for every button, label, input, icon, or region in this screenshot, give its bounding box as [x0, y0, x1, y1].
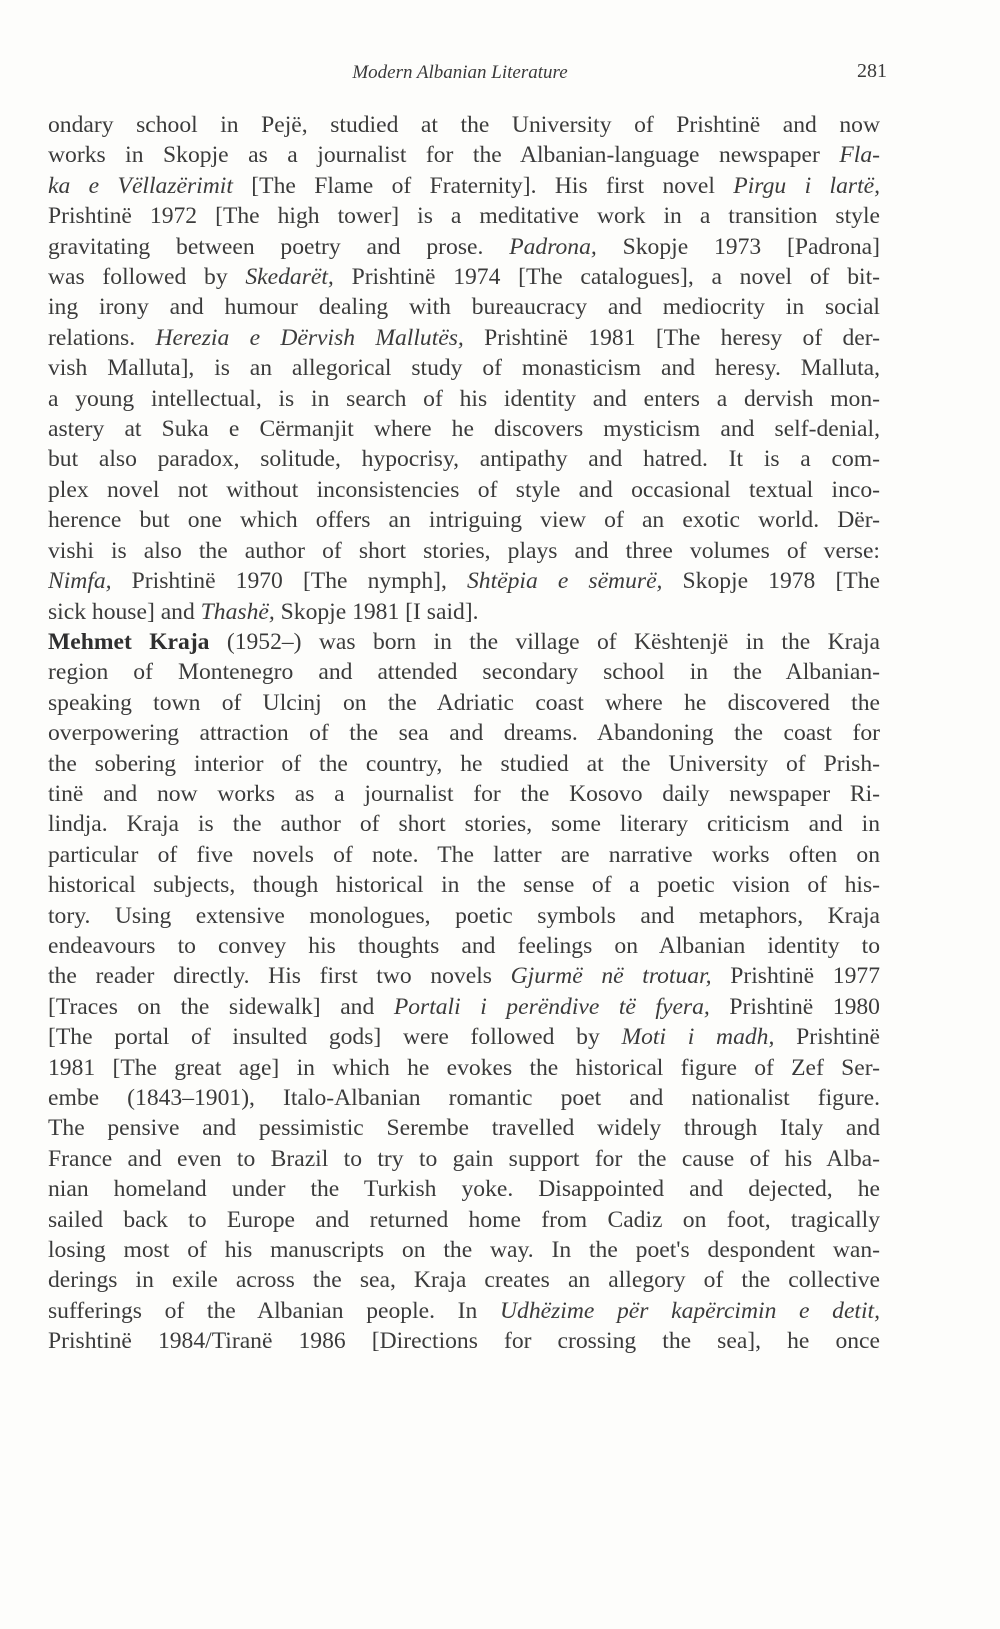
page-number: 281	[857, 60, 887, 82]
text-line	[48, 232, 880, 262]
text-run: works in Skopje as a journalist for the Albanian-language newspaper	[48, 142, 840, 169]
text-run: [The portal of insulted gods] were followed by	[48, 1024, 622, 1051]
text-run: was followed by	[48, 264, 246, 291]
text-run: relations.	[48, 324, 156, 351]
text-line	[48, 718, 880, 748]
text-run: the reader directly. His first two novels	[48, 963, 511, 990]
italic-title: Pirgu i lartë,	[733, 172, 880, 199]
text-run: tinë and now works as a journalist for the Kosovo daily newspaper Ri-	[48, 780, 880, 807]
text-line	[48, 1235, 880, 1265]
text-run: vish Malluta], is an allegorical study of monasticism and heresy. Malluta,	[48, 355, 880, 382]
text-line	[48, 140, 880, 170]
text-line	[48, 1144, 880, 1174]
text-line	[48, 597, 880, 627]
text-run: sailed back to Europe and returned home from Cadiz on foot, tragically	[48, 1206, 880, 1233]
text-run: 1981 [The great age] in which he evokes the historical figure of Zef Ser-	[48, 1054, 880, 1081]
text-line	[48, 992, 880, 1022]
text-run: region of Montenegro and attended secondary school in the Albanian-	[48, 659, 880, 686]
text-run: The pensive and pessimistic Serembe travelled widely through Italy and	[48, 1115, 880, 1142]
text-run: overpowering attraction of the sea and dreams. Abandoning the coast for	[48, 720, 880, 747]
text-run: Skopje 1981 [I said].	[274, 598, 479, 625]
text-line	[48, 1113, 880, 1143]
author-name: Mehmet Kraja	[48, 628, 210, 655]
text-line	[48, 1053, 880, 1083]
text-run: astery at Suka e Cërmanjit where he discovers mysticism and self-denial,	[48, 416, 880, 443]
italic-title: Portali i perëndive të fyera,	[393, 993, 710, 1020]
text-run: Skopje 1978 [The	[662, 568, 880, 595]
text-run: Prishtinë 1972 [The high tower] is a meditative work in a transition style	[48, 203, 880, 230]
italic-title: Padrona,	[509, 233, 597, 260]
text-run: Skopje 1973 [Padrona]	[596, 233, 880, 260]
text-run: the sobering interior of the country, he studied at the University of Prish-	[48, 750, 880, 777]
text-line	[48, 475, 880, 505]
text-run: endeavours to convey his thoughts and feelings on Albanian identity to	[48, 932, 880, 959]
text-line	[48, 1296, 880, 1326]
text-run: [Traces on the sidewalk] and	[48, 993, 394, 1020]
text-run: embe (1843–1901), Italo-Albanian romantic poet and nationalist figure.	[48, 1085, 880, 1111]
text-line	[48, 688, 880, 718]
text-line	[48, 657, 880, 687]
italic-title: Nimfa,	[48, 568, 112, 595]
text-line	[48, 536, 880, 566]
body-text	[48, 110, 880, 1357]
italic-title: ka e Vëllazërimit	[48, 172, 233, 199]
text-run: particular of five novels of note. The latter are narrative works often on	[48, 841, 880, 868]
text-line	[48, 505, 880, 535]
text-run: nian homeland under the Turkish yoke. Disappointed and dejected, he	[48, 1176, 880, 1203]
text-run: speaking town of Ulcinj on the Adriatic coast where he discovered the	[48, 689, 880, 716]
text-run: [The Flame of Fraternity]. His first novel	[232, 172, 734, 199]
text-line	[48, 110, 880, 140]
italic-title: Fla-	[839, 142, 880, 169]
text-line	[48, 1265, 880, 1295]
text-line	[48, 171, 880, 201]
text-run: sufferings of the Albanian people. In	[48, 1297, 500, 1324]
text-line	[48, 323, 880, 353]
text-run: France and even to Brazil to try to gain support for the cause of his Alba-	[48, 1145, 880, 1172]
text-line	[48, 292, 880, 322]
italic-title: Gjurmë në trotuar,	[510, 963, 712, 990]
italic-title: Udhëzime për kapërcimin e detit,	[499, 1297, 880, 1324]
text-run: a young intellectual, is in search of his identity and enters a dervish mon-	[48, 385, 880, 412]
text-line	[48, 262, 880, 292]
text-line	[48, 1022, 880, 1052]
text-run: plex novel not without inconsistencies of style and occasional textual inco-	[48, 476, 880, 503]
text-line	[48, 779, 880, 809]
text-run: tory. Using extensive monologues, poetic symbols and metaphors, Kraja	[48, 902, 880, 929]
text-run: Prishtinë 1977	[711, 963, 880, 990]
text-line	[48, 901, 880, 931]
text-line	[48, 749, 880, 779]
text-run: vishi is also the author of short stories, plays and three volumes of verse:	[48, 537, 880, 564]
italic-title: Shtëpia e sëmurë,	[466, 568, 663, 595]
text-run: Prishtinë 1984/Tiranë 1986 [Directions for crossing the sea], he once	[48, 1328, 880, 1355]
running-title: Modern Albanian Literature	[352, 62, 568, 83]
text-run: lindja. Kraja is the author of short stories, some literary criticism and in	[48, 811, 880, 838]
text-line	[48, 809, 880, 839]
text-line	[48, 384, 880, 414]
text-line	[48, 1205, 880, 1235]
text-run: Prishtinë	[774, 1024, 880, 1051]
text-run: but also paradox, solitude, hypocrisy, antipathy and hatred. It is a com-	[48, 446, 880, 473]
text-line	[48, 961, 880, 991]
text-line	[48, 627, 880, 657]
text-run: sick house] and	[48, 598, 201, 625]
text-run: ing irony and humour dealing with bureaucracy and mediocrity in social	[48, 294, 880, 321]
text-line	[48, 353, 880, 383]
text-line	[48, 201, 880, 231]
text-run: historical subjects, though historical in the sense of a poetic vision of his-	[48, 872, 880, 899]
text-line	[48, 1326, 880, 1356]
text-run: Prishtinë 1980	[709, 993, 880, 1020]
text-run: herence but one which offers an intriguing view of an exotic world. Dër-	[48, 507, 880, 534]
text-run: Prishtinë 1970 [The nymph],	[111, 568, 467, 595]
text-run: (1952–) was born in the village of Kështenjë in the Kraja	[209, 628, 880, 655]
text-line	[48, 414, 880, 444]
italic-title: Herezia e Dërvish Mallutës,	[155, 324, 464, 351]
text-line	[48, 1083, 880, 1113]
text-run: ondary school in Pejë, studied at the University of Prishtinë and now	[48, 112, 880, 138]
text-line	[48, 840, 880, 870]
text-run: losing most of his manuscripts on the way. In the poet's despondent wan-	[48, 1237, 880, 1264]
text-run: gravitating between poetry and prose.	[48, 233, 510, 260]
italic-title: Thashë,	[200, 598, 275, 625]
text-line	[48, 1174, 880, 1204]
text-run: Prishtinë 1974 [The catalogues], a novel of bit-	[333, 264, 880, 291]
text-run: derings in exile across the sea, Kraja creates an allegory of the collective	[48, 1267, 880, 1294]
text-run: Prishtinë 1981 [The heresy of der-	[463, 324, 880, 351]
text-line	[48, 870, 880, 900]
italic-title: Moti i madh,	[621, 1024, 775, 1051]
italic-title: Skedarët,	[245, 264, 334, 291]
text-line	[48, 566, 880, 596]
text-line	[48, 444, 880, 474]
text-line	[48, 931, 880, 961]
